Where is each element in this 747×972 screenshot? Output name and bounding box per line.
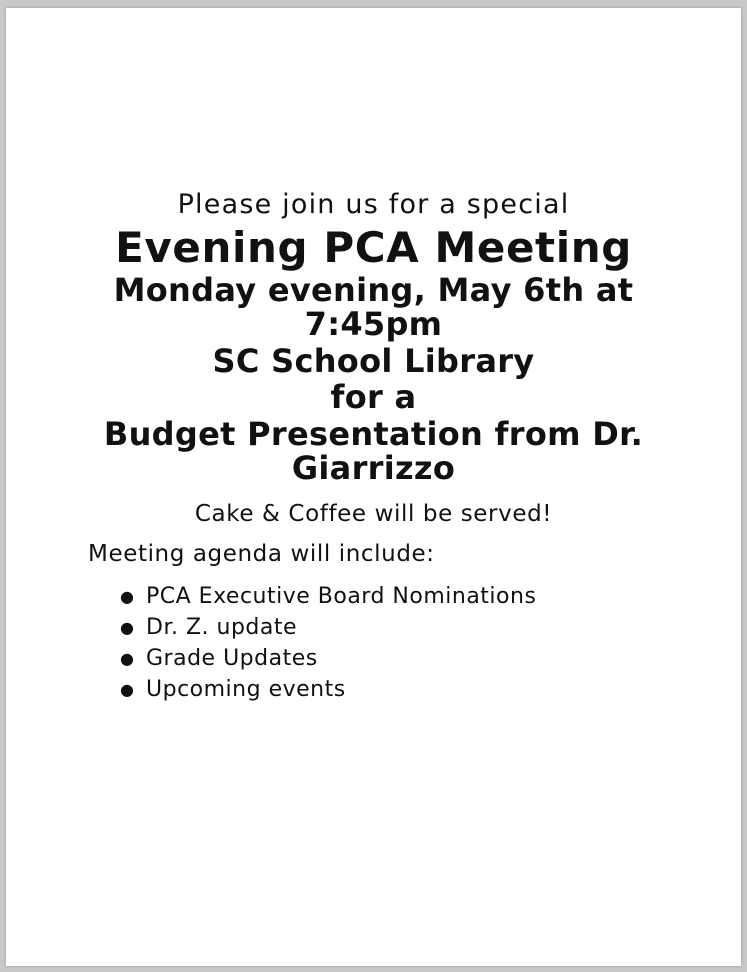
agenda-item-label: PCA Executive Board Nominations: [146, 583, 537, 609]
flyer-intro-line: Please join us for a special: [177, 189, 570, 220]
document-page: [6, 8, 741, 966]
agenda-item-label: Dr. Z. update: [146, 614, 298, 640]
flyer-topic: Budget Presentation from Dr. Giarrizzo: [103, 414, 644, 488]
list-item: [120, 612, 741, 643]
flyer-refreshments: Cake & Coffee will be served!: [194, 500, 553, 527]
bullet-icon: ●: [120, 680, 135, 700]
flyer-location: SC School Library: [212, 341, 535, 380]
agenda-item-label: Grade Updates: [146, 646, 318, 672]
flyer-connector: for a: [330, 378, 417, 417]
bullet-icon: ●: [120, 649, 135, 669]
flyer-content: [6, 8, 741, 706]
agenda-item-label: Upcoming events: [146, 677, 346, 703]
list-item: [120, 581, 741, 612]
list-item: [120, 674, 741, 705]
bullet-icon: ●: [120, 617, 135, 637]
agenda-heading: Meeting agenda will include:: [88, 540, 435, 567]
list-item: [120, 643, 741, 674]
agenda-list: [6, 581, 741, 706]
flyer-datetime: Monday evening, May 6th at 7:45pm: [113, 270, 634, 344]
flyer-title: Evening PCA Meeting: [115, 223, 632, 273]
bullet-icon: ●: [120, 586, 135, 606]
